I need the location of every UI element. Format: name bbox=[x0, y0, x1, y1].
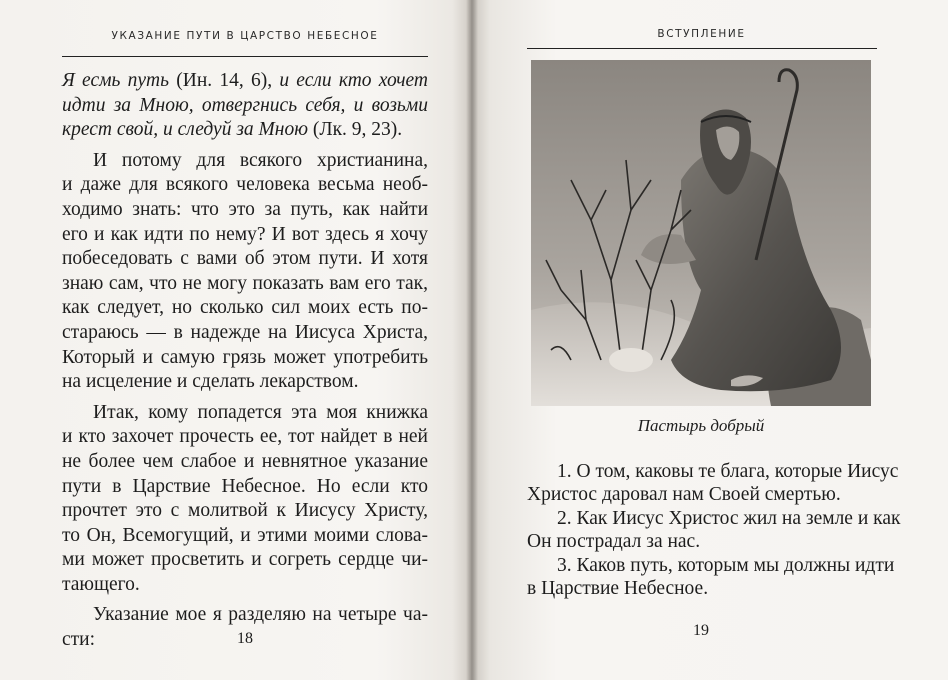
text-line: на исцеление и сделать лекарством. bbox=[62, 371, 359, 393]
text-line: Итак, кому попадется эта моя книжка bbox=[93, 401, 428, 423]
list-item-3: 3. Каков путь, которым мы должны идти bbox=[557, 554, 895, 576]
illustration-caption: Пастырь добрый bbox=[637, 416, 765, 435]
text-line: пути в Царствие Небесное. Но если кто bbox=[62, 475, 428, 497]
header-rule-right bbox=[527, 48, 877, 49]
text-line: как следует, но сколько сил моих есть по- bbox=[62, 297, 428, 319]
list-paragraph bbox=[527, 460, 901, 600]
text-line: знаю сам, что не могу показать вам его так, bbox=[62, 272, 428, 294]
shepherd-engraving-illustration bbox=[531, 60, 871, 406]
paragraph-3 bbox=[62, 401, 428, 598]
list-item-3-cont: в Царствие Небесное. bbox=[527, 578, 709, 600]
quote-italic: Я есмь путь bbox=[62, 70, 170, 91]
reference: (Ин. 14, 6), bbox=[169, 70, 280, 91]
header-rule-left bbox=[62, 56, 428, 57]
text-line: то Он, Всемогущий, и этими моими слова- bbox=[62, 524, 428, 546]
text-line bbox=[62, 69, 428, 94]
text-line: прочтет это с молитвой к Иисусу Христу, bbox=[62, 500, 428, 522]
list-item-2-cont: Он пострадал за нас. bbox=[527, 531, 701, 553]
text-line: его и как идти по нему? И вот здесь я хочу bbox=[62, 223, 428, 245]
page-number-right: 19 bbox=[693, 622, 709, 639]
text-line: Указание мое я разделяю на четыре ча- bbox=[93, 604, 428, 626]
left-page bbox=[0, 0, 471, 680]
right-body-text bbox=[527, 460, 901, 600]
quote-italic: и если кто хочет bbox=[279, 70, 428, 91]
text-line: и кто захочет прочесть ее, тот найдет в ней bbox=[62, 426, 428, 448]
text-line: побеседовать с вами об этом пути. И хотя bbox=[62, 248, 428, 270]
paragraph-epigraph bbox=[62, 69, 428, 143]
quote-italic: идти за Мною, отвергнись себя, и возьми bbox=[62, 94, 428, 116]
quote-italic: крест свой, и следуй за Мною bbox=[62, 119, 308, 141]
text-line: стараюсь — в надежде на Иисуса Христа, bbox=[62, 321, 428, 343]
reference: (Лк. 9, 23). bbox=[307, 119, 403, 141]
page-number-left: 18 bbox=[237, 630, 253, 647]
text-line: И потому для всякого христианина, bbox=[93, 149, 428, 171]
right-page bbox=[471, 0, 948, 680]
text-line bbox=[62, 94, 428, 119]
text-line: и даже для всякого человека весьма необ- bbox=[62, 174, 428, 196]
paragraph-2 bbox=[62, 149, 428, 395]
list-item-1-cont: Христос даровал нам Своей смертью. bbox=[527, 484, 841, 506]
left-body-text bbox=[62, 69, 428, 653]
list-item-2: 2. Как Иисус Христос жил на земле и как bbox=[557, 507, 901, 529]
text-line: Который и самую грязь может употребить bbox=[62, 346, 428, 368]
lamb bbox=[609, 348, 653, 372]
running-head-right: ВСТУПЛЕНИЕ bbox=[657, 28, 746, 40]
text-line: сти: bbox=[62, 629, 96, 651]
text-line: тающего. bbox=[62, 573, 140, 595]
text-line: ми может просветить и согреть сердце чи- bbox=[62, 549, 428, 571]
text-line: не более чем слабое и невнятное указание bbox=[62, 450, 428, 472]
text-line: ходимо знать: что это за путь, как найти bbox=[62, 198, 428, 220]
list-item-1: 1. О том, каковы те блага, которые Иисус bbox=[557, 461, 899, 482]
text-line bbox=[62, 118, 428, 143]
running-head-left: УКАЗАНИЕ ПУТИ В ЦАРСТВО НЕБЕСНОЕ bbox=[111, 30, 379, 42]
